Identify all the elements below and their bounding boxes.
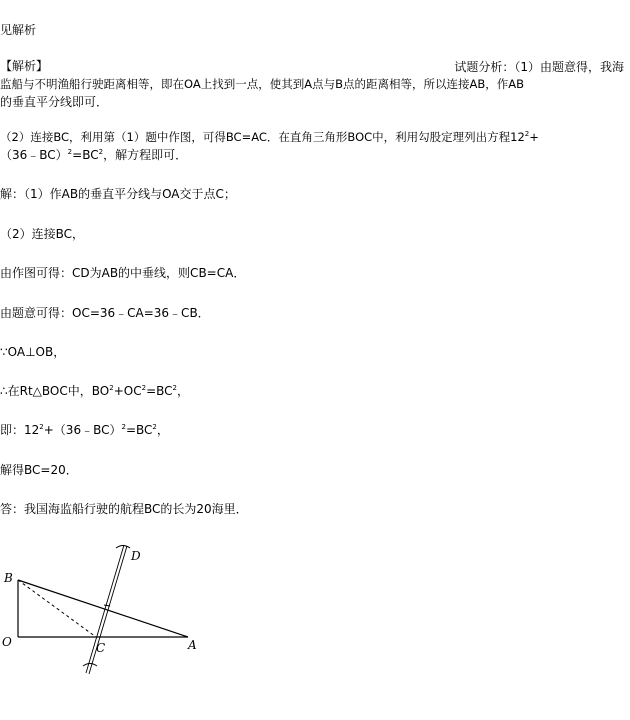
solution-step-7-tail: ，	[156, 423, 169, 437]
label-o: O	[2, 635, 12, 649]
superscript: 2	[141, 384, 147, 392]
analysis-label: 【解析】	[0, 59, 49, 73]
solution-step-3: 由作图可得：CD为AB的中垂线，则CB=CA．	[0, 266, 246, 280]
solution-step-7	[0, 422, 169, 438]
analysis-line-2: 的垂直平分线即可．	[0, 95, 109, 109]
segment-bc-dashed	[18, 580, 96, 637]
arc-mark-bottom	[83, 664, 97, 667]
segment-ab	[18, 580, 188, 637]
analysis-line-3-tail: +	[529, 130, 539, 144]
bisector-line-2	[89, 546, 127, 674]
answer-header: 见解析	[0, 23, 37, 37]
superscript: 2	[39, 423, 44, 431]
superscript: 2	[67, 148, 73, 156]
geometry-figure	[0, 540, 220, 680]
superscript: 2	[524, 130, 530, 138]
solution-step-5: ∵OA⊥OB，	[0, 345, 66, 359]
analysis-line-3-text: （2）连接BC，利用第（1）题中作图，可得BC=AC．在直角三角形BOC中，利用勾股定理列出方程12	[0, 130, 525, 144]
analysis-line-1: 监船与不明渔船行驶距离相等，即在OA上找到一点，使其到A点与B点的距离相等，所以连接AB，作AB	[0, 77, 524, 91]
analysis-line-3	[0, 129, 539, 145]
analysis-line-4	[0, 147, 187, 163]
solution-step-4: 由题意可得：OC=36﹣CA=36﹣CB．	[0, 306, 210, 320]
label-c: C	[96, 641, 106, 655]
solution-step-7-mid: +（36﹣BC）	[43, 423, 122, 437]
solution-step-6	[0, 383, 189, 399]
superscript: 2	[172, 384, 177, 392]
label-b: B	[4, 571, 13, 585]
solution-step-6-text: ∴在Rt△BOC中，BO	[0, 384, 110, 398]
superscript: 2	[121, 423, 126, 431]
superscript: 2	[98, 148, 104, 156]
solution-step-6-oc: +OC	[113, 384, 142, 398]
solution-step-2: （2）连接BC，	[0, 227, 85, 241]
superscript: 2	[109, 384, 114, 392]
solution-step-9: 答：我国海监船行驶的航程BC的长为20海里．	[0, 502, 248, 516]
analysis-line-4-eq: =BC	[72, 148, 99, 162]
analysis-intro: 试题分析：（1）由题意得，我海	[454, 60, 624, 74]
label-d: D	[131, 549, 141, 563]
solution-step-8: 解得BC=20．	[0, 463, 78, 477]
superscript: 2	[152, 423, 157, 431]
solution-step-7-text: 即：12	[0, 423, 40, 437]
solution-step-7-bc: =BC	[125, 423, 153, 437]
label-a: A	[188, 638, 197, 652]
solution-step-1: 解：（1）作AB的垂直平分线与OA交于点C；	[0, 187, 236, 201]
solution-step-6-tail: ，	[177, 384, 190, 398]
analysis-line-4-tail: ，解方程即可．	[103, 148, 188, 162]
analysis-line-4-text: （36﹣BC）	[0, 148, 68, 162]
solution-step-6-bc: =BC	[146, 384, 173, 398]
